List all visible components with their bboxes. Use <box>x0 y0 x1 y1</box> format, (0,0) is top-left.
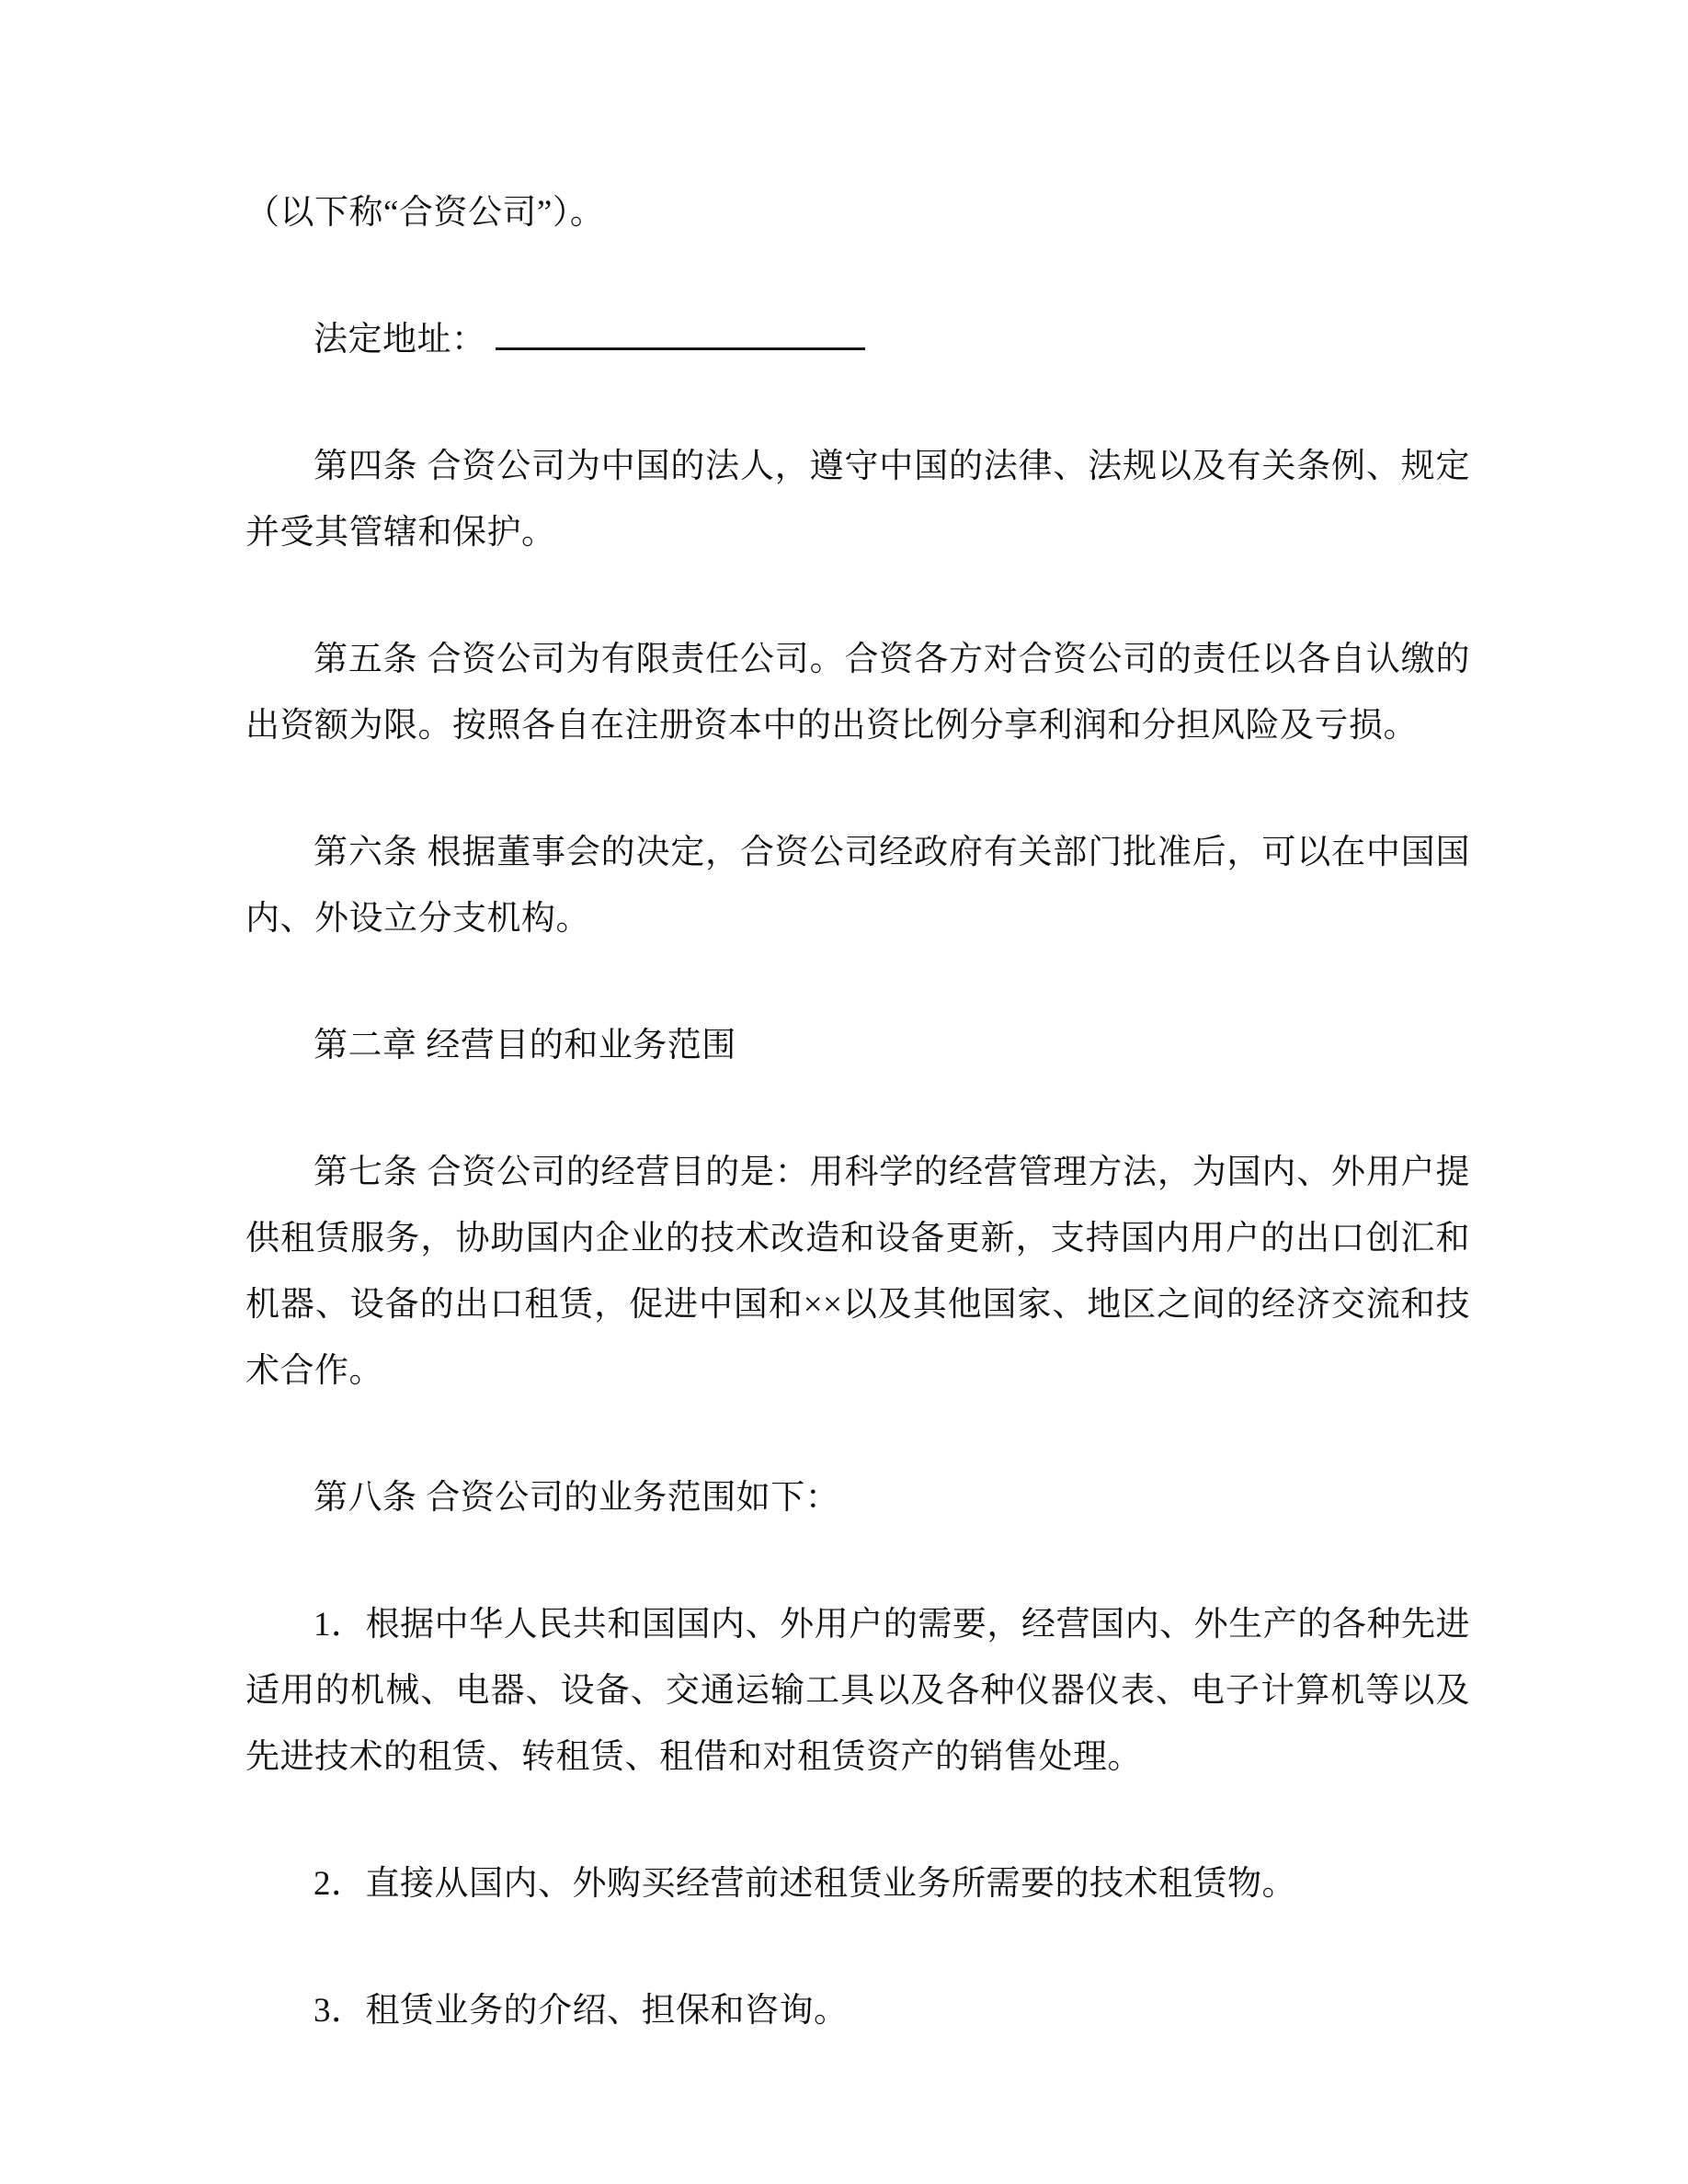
legal-address-blank-field <box>496 323 865 350</box>
article-8-paragraph: 第八条 合资公司的业务范围如下： <box>314 1479 840 1517</box>
legal-address-line <box>245 307 1470 373</box>
legal-address-label: 法定地址： <box>314 321 486 358</box>
continuation-line: （以下称“合资公司”）。 <box>245 194 605 232</box>
business-scope-item-1: 1．根据中华人民共和国国内、外用户的需要，经营国内、外生产的各种先进适用的机械、电器、设备、交通运输工具以及各种仪器仪表、电子计算机等以及先进技术的租赁、转租赁、租借和对租赁资产的销售处理。 <box>245 1606 1470 1776</box>
contract-body-text <box>245 180 1470 2044</box>
article-7-paragraph: 第七条 合资公司的经营目的是：用科学的经营管理方法，为国内、外用户提供租赁服务，协助国内企业的技术改造和设备更新，支持国内用户的出口创汇和机器、设备的出口租赁，促进中国和××以及其他国家、地区之间的经济交流和技术合作。 <box>245 1154 1470 1390</box>
article-5-paragraph: 第五条 合资公司为有限责任公司。合资各方对合资公司的责任以各自认缴的出资额为限。按照各自在注册资本中的出资比例分享利润和分担风险及亏损。 <box>245 641 1470 745</box>
business-scope-item-3: 3．租赁业务的介绍、担保和咨询。 <box>314 1992 849 2030</box>
chapter-2-heading: 第二章 经营目的和业务范围 <box>314 1027 736 1064</box>
article-4-paragraph: 第四条 合资公司为中国的法人，遵守中国的法律、法规以及有关条例、规定并受其管辖和保护。 <box>245 448 1470 552</box>
article-6-paragraph: 第六条 根据董事会的决定，合资公司经政府有关部门批准后，可以在中国国内、外设立分支机构。 <box>245 834 1470 938</box>
business-scope-item-2: 2．直接从国内、外购买经营前述租赁业务所需要的技术租赁物。 <box>314 1865 1296 1903</box>
